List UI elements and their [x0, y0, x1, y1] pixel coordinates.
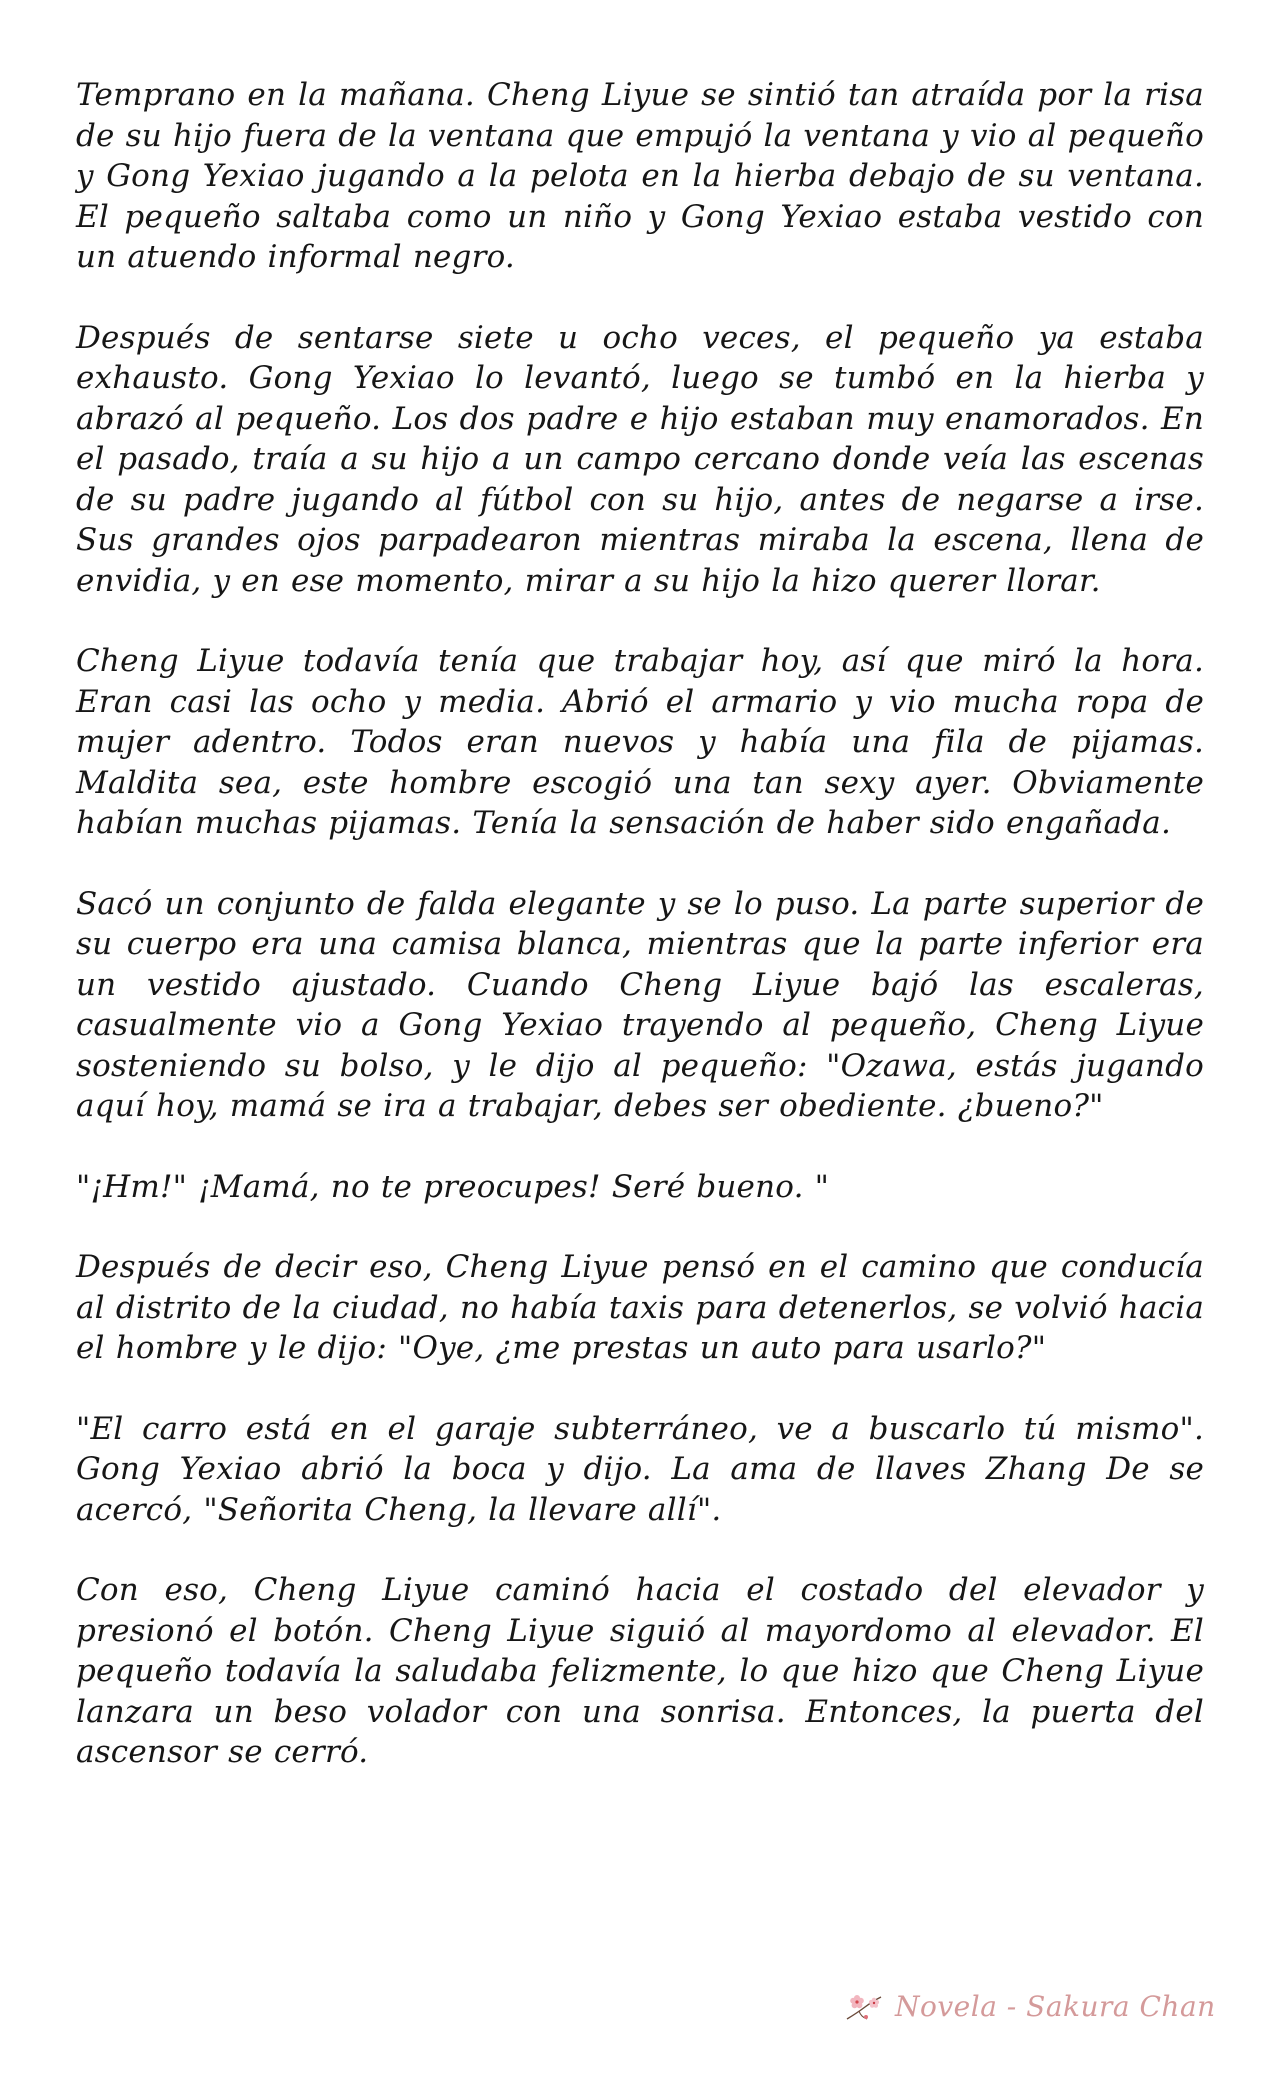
paragraph: Después de decir eso, Cheng Liyue pensó en el camino que conducía al distrito de la ciudad, no había taxis para detenerlos, se volvió hacia el hombre y le dijo: "Oye, ¿me prestas un auto para usarlo?" [76, 1249, 1204, 1366]
document-body [76, 75, 1204, 1773]
watermark-text: Novela - Sakura Chan [895, 1990, 1216, 2023]
paragraph: "El carro está en el garaje subterráneo, ve a buscarlo tú mismo". Gong Yexiao abrió la boca y dijo. La ama de llaves Zhang De se acercó, "Señorita Cheng, la llevare allí". [76, 1410, 1204, 1528]
paragraph: Temprano en la mañana. Cheng Liyue se sintió tan atraída por la risa de su hijo fuera de la ventana que empujó la ventana y vio al pequeño y Gong Yexiao jugando a la pelota en la hierba debajo de su ventana. El pequeño saltaba como un niño y Gong Yexiao estaba vestido con un atuendo informal negro. [76, 77, 1204, 275]
paragraph: "¡Hm!" ¡Mamá, no te preocupes! Seré bueno. " [76, 1168, 830, 1205]
paragraph: Después de sentarse siete u ocho veces, el pequeño ya estaba exhausto. Gong Yexiao lo levantó, luego se tumbó en la hierba y abrazó al pequeño. Los dos padre e hijo estaban muy enamorados. En el pasado, traía a su hijo a un campo cercano donde veía las escenas de su padre jugando al fútbol con su hijo, antes de negarse a irse. Sus grandes ojos parpadearon mientras miraba la escena, llena de envidia, y en ese momento, mirar a su hijo la hizo querer llorar. [76, 319, 1204, 599]
watermark [845, 1990, 1216, 2023]
paragraph: Sacó un conjunto de falda elegante y se lo puso. La parte superior de su cuerpo era una camisa blanca, mientras que la parte inferior era un vestido ajustado. Cuando Cheng Liyue bajó las escaleras, casualmente vio a Gong Yexiao trayendo al pequeño, Cheng Liyue sosteniendo su bolso, y le dijo al pequeño: "Ozawa, estás jugando aquí hoy, mamá se ira a trabajar, debes ser obediente. ¿bueno?" [76, 885, 1204, 1124]
sakura-flower-icon [845, 1991, 885, 2023]
paragraph: Con eso, Cheng Liyue caminó hacia el costado del elevador y presionó el botón. Cheng Liyue siguió al mayordomo al elevador. El pequeño todavía la saludaba felizmente, lo que hizo que Cheng Liyue lanzara un beso volador con una sonrisa. Entonces, la puerta del ascensor se cerró. [76, 1572, 1204, 1770]
paragraph: Cheng Liyue todavía tenía que trabajar hoy, así que miró la hora. Eran casi las ocho y media. Abrió el armario y vio mucha ropa de mujer adentro. Todos eran nuevos y había una fila de pijamas. Maldita sea, este hombre escogió una tan sexy ayer. Obviamente habían muchas pijamas. Tenía la sensación de haber sido engañada. [76, 643, 1204, 841]
